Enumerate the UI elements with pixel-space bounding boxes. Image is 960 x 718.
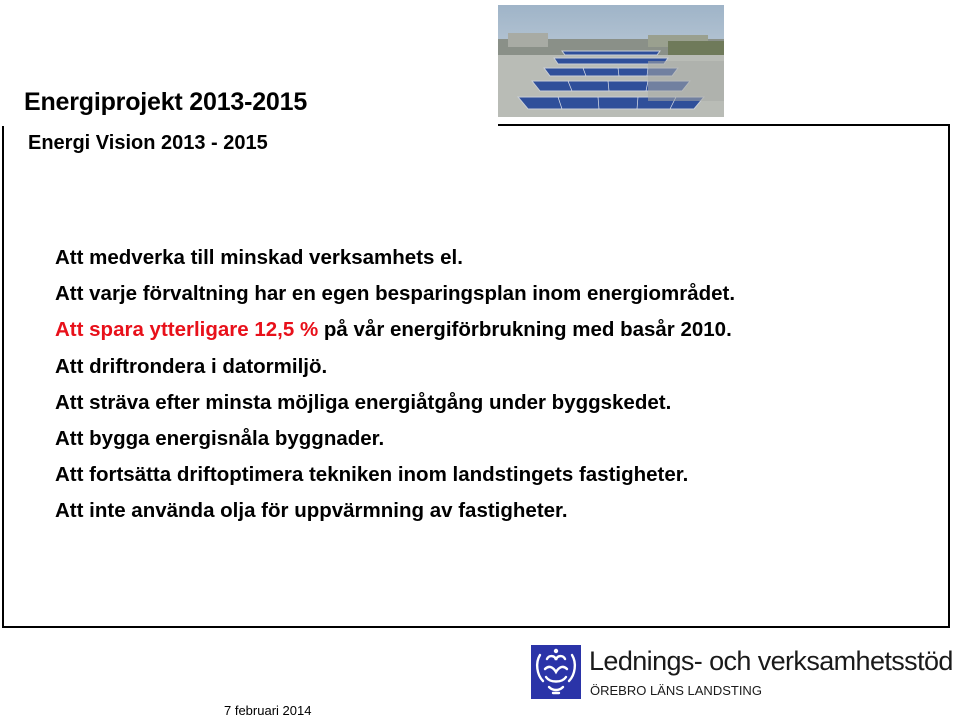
goal-list (55, 240, 735, 530)
goal-item (55, 276, 735, 312)
goal-text: Att driftrondera i datormiljö. (55, 354, 328, 378)
goal-item (55, 421, 735, 457)
goal-item (55, 312, 735, 348)
goal-item (55, 349, 735, 385)
logo-title: Lednings- och verksamhetsstöd (589, 646, 953, 676)
page-title: Energiprojekt 2013-2015 (24, 88, 308, 116)
solar-panels-photo (498, 5, 724, 117)
goal-highlight: Att spara ytterligare 12,5 % (55, 318, 319, 342)
goal-text: Att inte använda olja för uppvärmning av fastigheter. (55, 499, 568, 523)
goal-item (55, 493, 735, 529)
goal-text: Att medverka till minskad verksamhets el. (55, 246, 463, 269)
goal-item (55, 240, 735, 276)
goal-text: Att varje förvaltning har en egen besparingsplan inom energiområdet. (55, 282, 736, 306)
goal-item (55, 457, 735, 493)
page-subtitle: Energi Vision 2013 - 2015 (28, 132, 268, 154)
logo-org: ÖREBRO LÄNS LANDSTING (590, 683, 762, 698)
frame-top-gap (0, 122, 498, 126)
goal-text: Att sträva efter minsta möjliga energiåtgång under byggskedet. (55, 390, 672, 414)
goal-text: på vår energiförbrukning med basår 2010. (318, 318, 732, 342)
landsting-logo-icon (531, 645, 581, 699)
goal-item (55, 385, 735, 421)
goal-text: Att bygga energisnåla byggnader. (55, 426, 385, 450)
goal-text: Att fortsätta driftoptimera tekniken inom landstingets fastigheter. (55, 463, 689, 487)
footer-date: 7 februari 2014 (224, 703, 312, 718)
